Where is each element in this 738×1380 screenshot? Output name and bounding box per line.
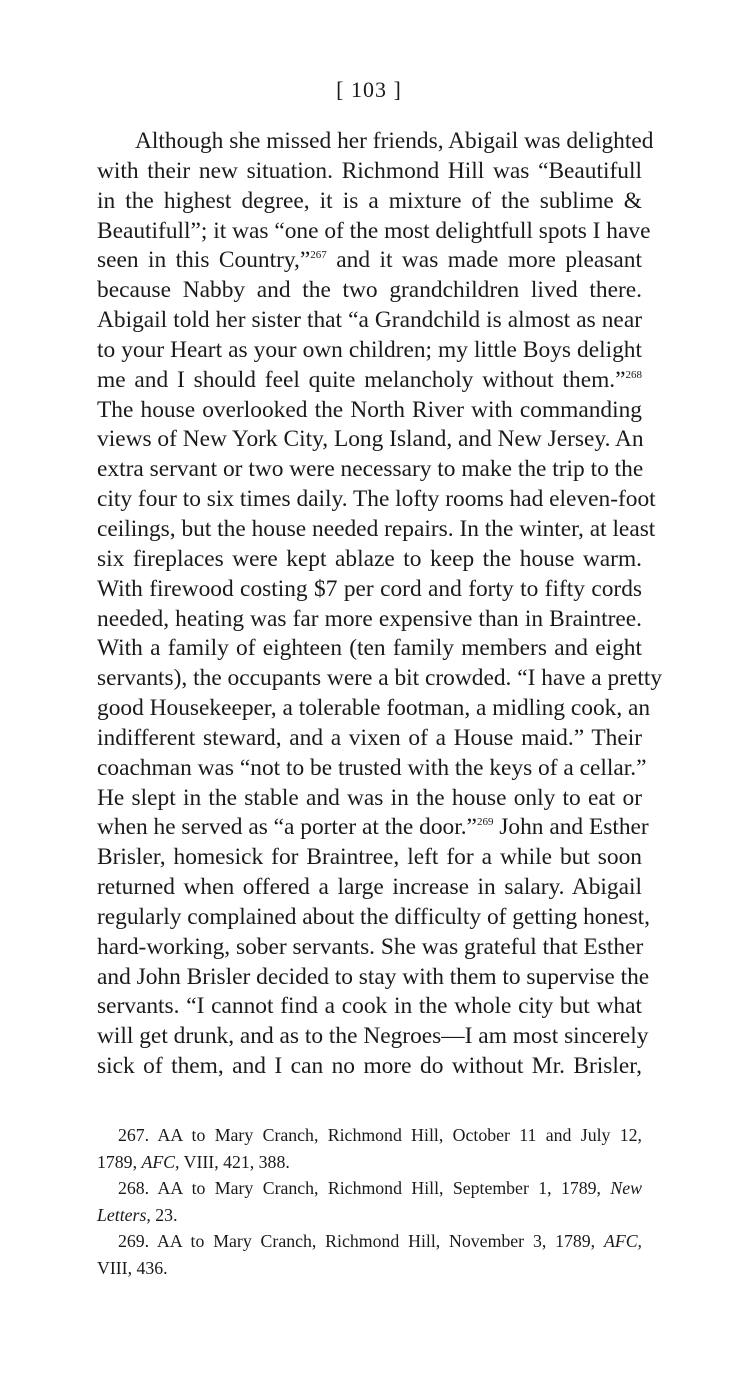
- footnote-segment: 23.: [150, 1204, 178, 1225]
- footnotes: [97, 1122, 642, 1281]
- body-line: He slept in the stable and was in the house only to eat or: [97, 784, 642, 811]
- body-line: coachman was “not to be trusted with the keys of a cellar.”: [97, 754, 647, 781]
- body-line: sick of them, and I can no more do without Mr. Brisler,: [97, 1053, 642, 1080]
- footnote-line: [97, 1149, 642, 1176]
- footnote-italic: New: [610, 1178, 642, 1198]
- footnote-267: [97, 1122, 642, 1175]
- footnote-segment: 269. AA to Mary Cranch, Richmond Hill, November 3, 1789,: [118, 1231, 604, 1251]
- body-line: because Nabby and the two grandchildren lived there.: [97, 277, 642, 304]
- body-line-segment: when he served as “a porter at the door.”: [97, 814, 477, 841]
- page-number: [ 103 ]: [336, 77, 402, 102]
- body-line: The house overlooked the North River with commanding: [97, 396, 642, 423]
- body-line: [97, 813, 649, 843]
- body-line: six fireplaces were kept ablaze to keep the house warm.: [97, 545, 642, 572]
- body-line: views of New York City, Long Island, and New Jersey. An: [97, 426, 644, 453]
- footnote-italic: Letters,: [97, 1204, 151, 1225]
- body-line: Brisler, homesick for Braintree, left for a while but soon: [97, 844, 642, 871]
- footnote-segment: 1789,: [97, 1151, 142, 1172]
- footnote-line: VIII, 436.: [97, 1257, 168, 1278]
- body-line: returned when offered a large increase in salary. Abigail: [97, 874, 642, 901]
- footnote-line: [97, 1175, 642, 1202]
- footnote-line: [97, 1228, 642, 1255]
- body-line: Abigail told her sister that “a Grandchild is almost as near: [97, 307, 642, 334]
- body-line: ceilings, but the house needed repairs. In the winter, at least: [97, 515, 656, 542]
- body-line: extra servant or two were necessary to make the trip to the: [97, 456, 644, 483]
- body-line: to your Heart as your own children; my little Boys delight: [97, 336, 642, 363]
- body-line: [97, 366, 642, 396]
- body-line-segment: seen in this Country,”: [97, 247, 311, 274]
- body-text: [97, 127, 663, 1082]
- body-line: hard-working, sober servants. She was grateful that Esther: [97, 933, 644, 960]
- footnote-ref-267: 267: [310, 249, 327, 262]
- body-line: Although she missed her friends, Abigail was delighted: [135, 128, 654, 154]
- footnote-268: [97, 1175, 642, 1228]
- body-line: regularly complained about the difficulty of getting honest,: [97, 903, 651, 930]
- body-line: will get drunk, and as to the Negroes—I am most sincerely: [97, 1023, 649, 1050]
- footnote-line: [97, 1202, 642, 1229]
- footnote-ref-269: 269: [476, 816, 494, 829]
- body-line: city four to six times daily. The lofty rooms had eleven-foot: [97, 486, 656, 513]
- body-line: With a family of eighteen (ten family members and eight: [97, 635, 642, 662]
- footnote-italic: AFC,: [603, 1231, 642, 1251]
- body-line: with their new situation. Richmond Hill was “Beautifull: [97, 157, 642, 184]
- footnote-269: [97, 1228, 642, 1281]
- footnote-italic: AFC,: [141, 1151, 180, 1172]
- body-line: needed, heating was far more expensive than in Braintree.: [97, 605, 642, 632]
- body-line: good Housekeeper, a tolerable footman, a midling cook, an: [97, 695, 651, 722]
- body-line: servants. “I cannot find a cook in the whole city but what: [97, 993, 642, 1020]
- footnote-line: 267. AA to Mary Cranch, Richmond Hill, October 11 and July 12,: [118, 1125, 642, 1145]
- body-line-segment: and it was made more pleasant: [326, 247, 642, 274]
- body-line: in the highest degree, it is a mixture of the sublime &: [97, 187, 642, 214]
- body-line: [97, 246, 642, 276]
- body-line: indifferent steward, and a vixen of a House maid.” Their: [97, 724, 642, 751]
- body-line: servants), the occupants were a bit crowded. “I have a pretty: [97, 665, 663, 692]
- footnote-segment: VIII, 421, 388.: [179, 1151, 290, 1172]
- body-line-segment: me and I should feel quite melancholy without them.”: [97, 366, 626, 393]
- footnote-segment: 268. AA to Mary Cranch, Richmond Hill, September 1, 1789,: [118, 1178, 611, 1198]
- body-line: and John Brisler decided to stay with them to supervise the: [97, 963, 650, 990]
- body-line: Beautifull”; it was “one of the most delightfull spots I have: [97, 217, 651, 244]
- footnote-ref-268: 268: [625, 368, 642, 381]
- body-line-segment: John and Esther: [493, 814, 649, 841]
- body-line: With firewood costing $7 per cord and forty to fifty cords: [97, 575, 642, 602]
